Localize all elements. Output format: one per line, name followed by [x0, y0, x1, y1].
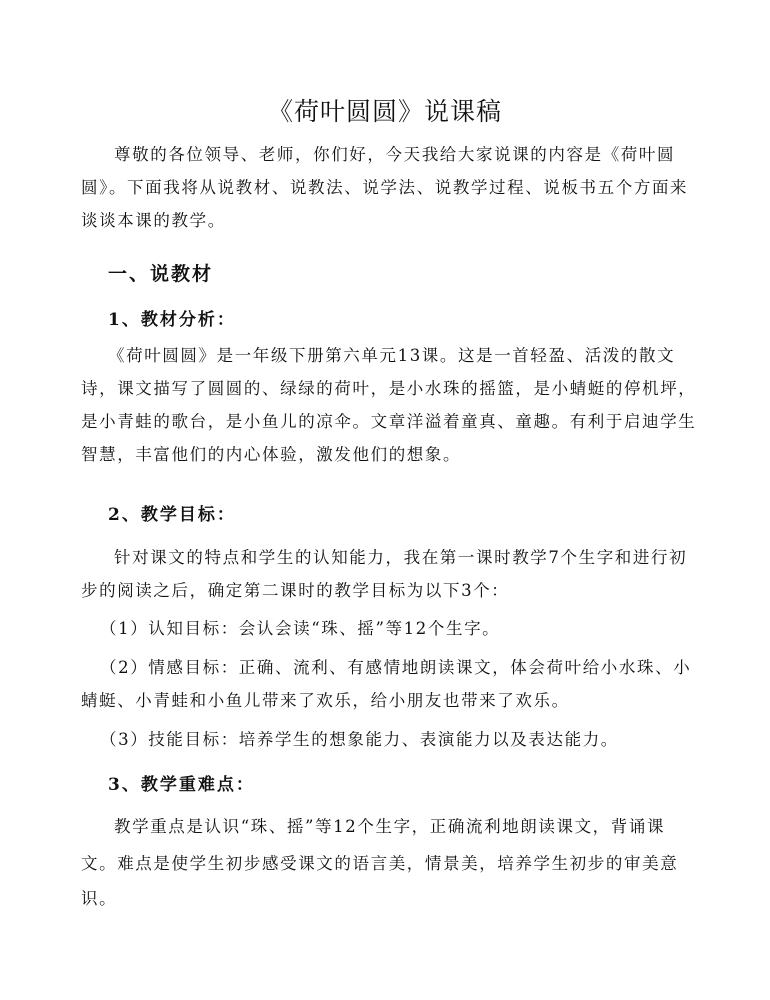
key-points-line-1: 教学重点是认识“珠、摇”等12个生字，正确流利地朗读课文，背诵课 [114, 817, 666, 836]
intro-line-2: 圆》。下面我将从说教材、说教法、说学法、说教学过程、说板书五个方面来 [81, 178, 689, 197]
intro-line-1: 尊敬的各位领导、老师，你们好，今天我给大家说课的内容是《荷叶圆 [114, 145, 676, 164]
section-heading-teaching-material: 一、说教材 [108, 263, 214, 285]
goal-emotional-line-2: 蜻蜓、小青蛙和小鱼儿带来了欢乐，给小朋友也带来了欢乐。 [81, 691, 570, 710]
goal-skill: （3）技能目标：培养学生的想象能力、表演能力以及表达能力。 [100, 730, 619, 749]
key-points-line-3: 识。 [81, 889, 118, 908]
key-points-line-2: 文。难点是使学生初步感受课文的语言美，情景美，培养学生初步的审美意 [81, 854, 679, 873]
analysis-line-3: 是小青蛙的歌台，是小鱼儿的凉伞。文章洋溢着童真、童趣。有利于启迪学生 [81, 412, 697, 431]
analysis-line-2: 诗，课文描写了圆圆的、绿绿的荷叶，是小水珠的摇篮，是小蜻蜓的停机坪， [81, 379, 697, 398]
goal-cognitive: （1）认知目标：会认会读“珠、摇”等12个生字。 [100, 619, 501, 638]
goals-intro-line-1: 针对课文的特点和学生的认知能力，我在第一课时教学7个生字和进行初 [114, 548, 688, 567]
goals-intro-line-2: 步的阅读之后，确定第二课时的教学目标为以下3个： [81, 581, 510, 600]
analysis-line-4: 智慧，丰富他们的内心体验，激发他们的想象。 [81, 445, 462, 464]
subheading-material-analysis: 1、教材分析： [108, 310, 236, 330]
goal-emotional-line-1: （2）情感目标：正确、流利、有感情地朗读课文，体会荷叶给小水珠、小 [100, 658, 692, 677]
subheading-teaching-goals: 2、教学目标： [108, 505, 236, 525]
analysis-line-1: 《荷叶圆圆》是一年级下册第六单元13课。这是一首轻盈、活泼的散文 [108, 346, 676, 365]
intro-line-3: 谈谈本课的教学。 [81, 211, 226, 230]
subheading-key-difficult-points: 3、教学重难点： [108, 775, 255, 795]
document-title: 《荷叶圆圆》说课稿 [267, 97, 502, 126]
